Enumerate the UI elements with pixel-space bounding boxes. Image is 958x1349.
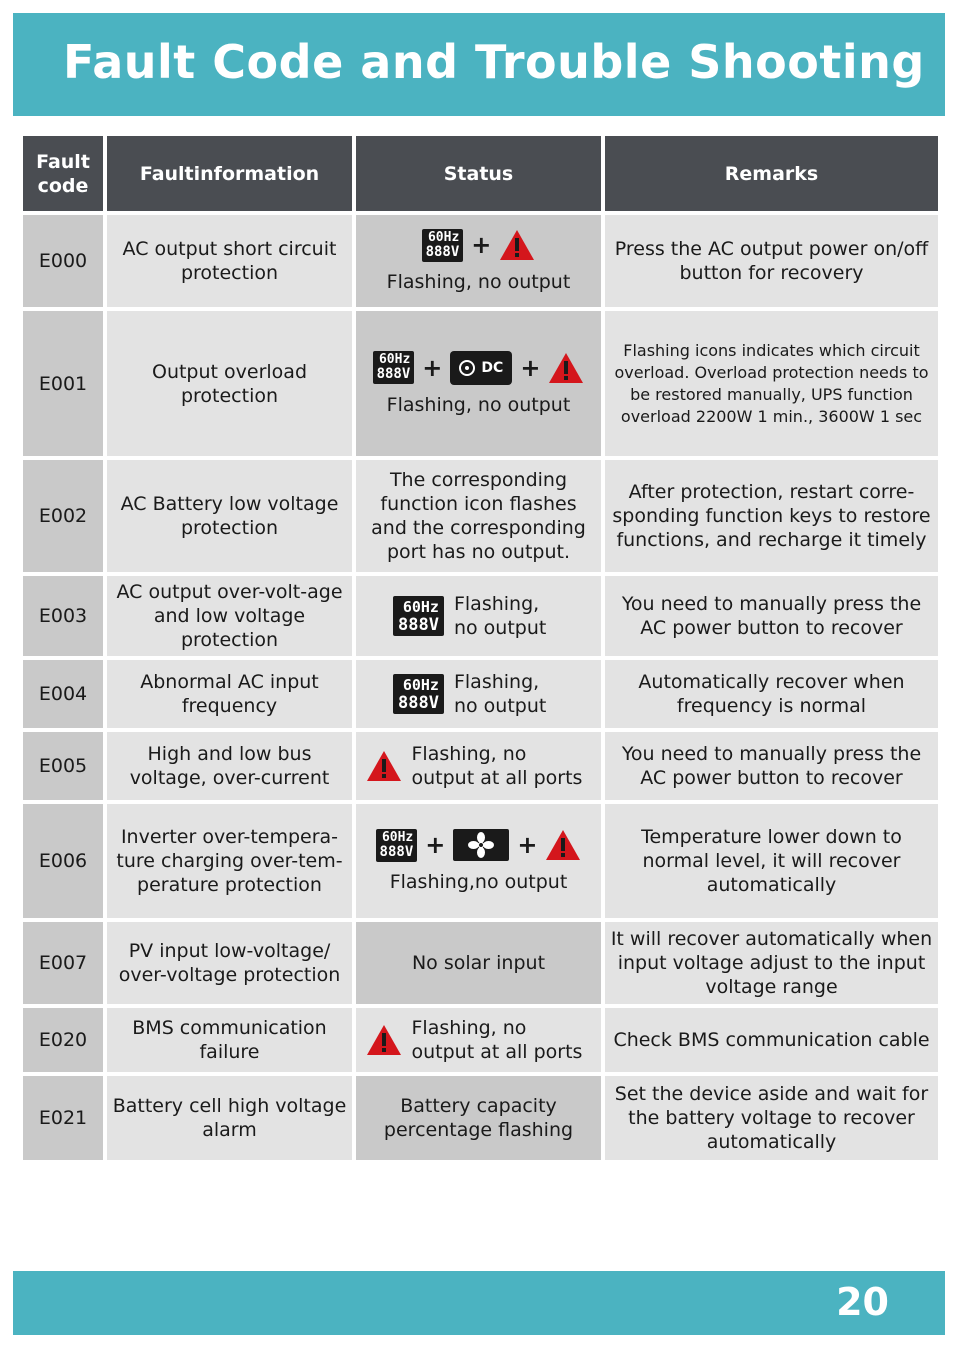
table-row	[23, 311, 938, 456]
fault-status	[356, 660, 601, 728]
table-row	[23, 1008, 938, 1072]
status-text: Flashing, no output	[453, 671, 547, 717]
dc-output-icon: DC	[450, 351, 512, 385]
status-icons	[361, 670, 596, 718]
table-row	[23, 215, 938, 307]
warning-icon	[366, 1024, 402, 1056]
page-title: Fault Code and Trouble Shooting	[63, 35, 925, 89]
header-remarks: Remarks	[605, 136, 938, 211]
plus-icon: +	[422, 353, 443, 382]
fan-icon	[453, 829, 509, 861]
table-row	[23, 660, 938, 728]
fault-info: Inverter over-tempera-ture charging over-tem-perature protection	[107, 804, 352, 918]
fault-info: AC Battery low voltage protection	[107, 460, 352, 572]
warning-icon	[499, 229, 535, 261]
status-icons	[361, 829, 596, 862]
fault-remarks: Temperature lower down to normal level, it will recover automatically	[605, 804, 938, 918]
lcd-display-icon: 60Hz 888V	[376, 829, 418, 862]
table-row	[23, 804, 938, 918]
warning-icon	[548, 352, 584, 384]
fault-remarks: Automatically recover when frequency is normal	[605, 660, 938, 728]
fault-status: No solar input	[356, 922, 601, 1004]
table-row	[23, 1076, 938, 1160]
plus-icon: +	[471, 231, 492, 259]
fault-code: E001	[23, 311, 103, 456]
table-row	[23, 576, 938, 656]
fault-info: Abnormal AC input frequency	[107, 660, 352, 728]
fault-code: E002	[23, 460, 103, 572]
fault-info: AC output short circuit protection	[107, 215, 352, 307]
plus-icon: +	[520, 353, 541, 382]
fault-status: The corresponding function icon flashes and the corresponding port has no output.	[356, 460, 601, 572]
fault-remarks: You need to manually press the AC power button to recover	[605, 576, 938, 656]
fault-info: High and low bus voltage, over-current	[107, 732, 352, 800]
status-icons	[361, 592, 596, 640]
status-text: Flashing,no output	[389, 870, 568, 893]
status-icons	[361, 351, 596, 385]
fault-code: E006	[23, 804, 103, 918]
fault-status	[356, 576, 601, 656]
fault-info: BMS communication failure	[107, 1008, 352, 1072]
table-row	[23, 460, 938, 572]
status-icons	[361, 1016, 596, 1064]
lcd-display-icon: 60Hz 888V	[373, 351, 415, 384]
fault-info: Output overload protection	[107, 311, 352, 456]
warning-icon	[545, 829, 581, 861]
lcd-display-icon: 60Hz 888V	[393, 596, 444, 636]
fault-status	[356, 311, 601, 456]
page-number: 20	[836, 1280, 889, 1324]
fault-remarks: Press the AC output power on/off button for recovery	[605, 215, 938, 307]
fault-status: Battery capacity percentage flashing	[356, 1076, 601, 1160]
table-row	[23, 732, 938, 800]
fault-remarks: You need to manually press the AC power button to recover	[605, 732, 938, 800]
fault-code: E005	[23, 732, 103, 800]
fault-status	[356, 804, 601, 918]
fault-code-table	[19, 132, 942, 1164]
status-icons	[361, 229, 596, 262]
header-band	[13, 13, 945, 116]
header-fault-code: Fault code	[23, 136, 103, 211]
fault-code: E007	[23, 922, 103, 1004]
fault-status	[356, 215, 601, 307]
fault-info: PV input low-voltage/ over-voltage protection	[107, 922, 352, 1004]
fault-code: E004	[23, 660, 103, 728]
header-fault-information: Faultinformation	[107, 136, 352, 211]
table-row	[23, 922, 938, 1004]
footer-band	[13, 1271, 945, 1335]
warning-icon	[366, 750, 402, 782]
status-icons	[361, 742, 596, 790]
fault-info: AC output over-volt-age and low voltage protection	[107, 576, 352, 656]
status-text: Flashing, no output	[386, 393, 571, 416]
lcd-display-icon: 60Hz 888V	[393, 674, 444, 714]
status-text: Flashing, no output	[386, 270, 571, 293]
fault-code: E003	[23, 576, 103, 656]
fault-code: E000	[23, 215, 103, 307]
fault-code: E021	[23, 1076, 103, 1160]
table-header-row	[23, 136, 938, 211]
fault-remarks: It will recover automatically when input voltage adjust to the input voltage range	[605, 922, 938, 1004]
header-status: Status	[356, 136, 601, 211]
lcd-display-icon: 60Hz 888V	[422, 229, 464, 262]
status-text: Flashing, no output	[453, 593, 547, 639]
fault-status	[356, 732, 601, 800]
plus-icon: +	[425, 831, 446, 859]
status-text: Flashing, no output at all ports	[411, 743, 583, 789]
plus-icon: +	[517, 831, 538, 859]
fault-code: E020	[23, 1008, 103, 1072]
fault-remarks: Set the device aside and wait for the battery voltage to recover automatically	[605, 1076, 938, 1160]
fault-status	[356, 1008, 601, 1072]
fault-remarks: After protection, restart corre-sponding function keys to restore functions, and recharge it timely	[605, 460, 938, 572]
fault-info: Battery cell high voltage alarm	[107, 1076, 352, 1160]
fault-remarks: Check BMS communication cable	[605, 1008, 938, 1072]
fault-remarks: Flashing icons indicates which circuit overload. Overload protection needs to be restored manually, UPS function overload 2200W 1 min., 3600W 1 sec	[605, 311, 938, 456]
status-text: Flashing, no output at all ports	[411, 1017, 583, 1063]
